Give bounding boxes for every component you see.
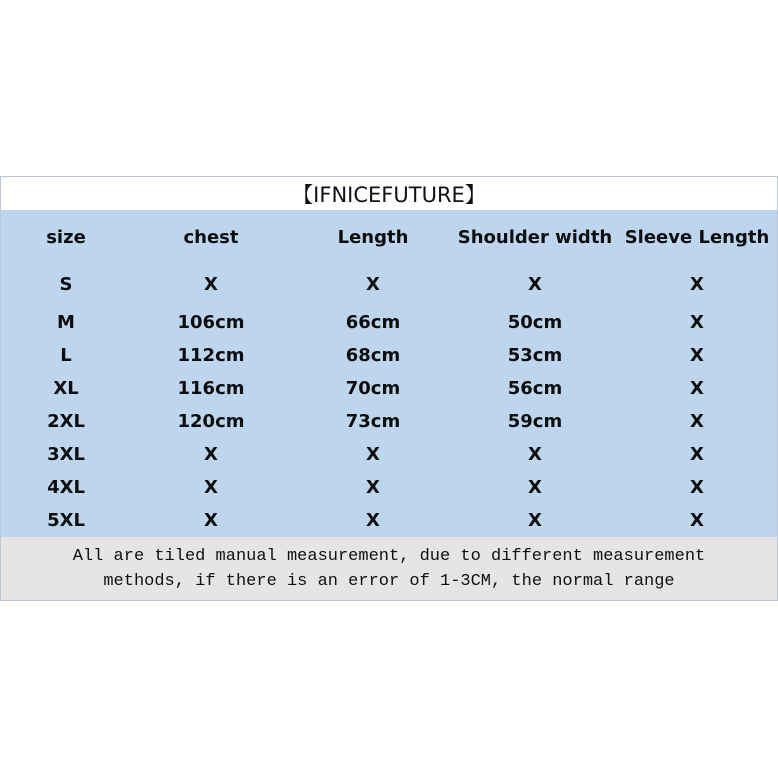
note-line-2: methods, if there is an error of 1-3CM, the normal range [103,571,675,591]
size-cell: L [60,344,72,366]
chart-title: 【IFNICEFUTURE】 [1,177,777,210]
shoulder-cell: X [528,273,542,295]
sleeve-cell: X [690,377,704,399]
header-chest: chest [183,226,239,248]
size-cell: 5XL [47,509,85,531]
chest-cell: X [204,273,218,295]
shoulder-cell: 50cm [507,311,563,333]
shoulder-cell: 59cm [507,410,563,432]
chest-cell: 120cm [177,410,245,432]
size-cell: M [57,311,75,333]
shoulder-cell: X [528,476,542,498]
table-row [1,472,777,502]
length-cell: 70cm [345,377,401,399]
header-sleeve-length: Sleeve Length [624,226,770,248]
length-cell: X [366,443,380,465]
size-cell: 4XL [47,476,85,498]
table-row [1,340,777,370]
length-cell: X [366,509,380,531]
shoulder-cell: X [528,509,542,531]
sleeve-cell: X [690,476,704,498]
sleeve-cell: X [690,344,704,366]
header-shoulder-width: Shoulder width [457,226,613,248]
header-row [1,222,777,252]
size-cell: 2XL [47,410,85,432]
shoulder-cell: 53cm [507,344,563,366]
chest-cell: X [204,476,218,498]
sleeve-cell: X [690,311,704,333]
sleeve-cell: X [690,443,704,465]
length-cell: 73cm [345,410,401,432]
shoulder-cell: X [528,443,542,465]
table-row [1,406,777,436]
table-row [1,439,777,469]
table-row [1,505,777,535]
chest-cell: 112cm [177,344,245,366]
chest-cell: X [204,509,218,531]
table-row [1,307,777,337]
length-cell: X [366,476,380,498]
chest-cell: X [204,443,218,465]
sleeve-cell: X [690,273,704,295]
size-cell: 3XL [47,443,85,465]
header-length: Length [337,226,409,248]
size-cell: S [59,273,73,295]
size-chart [0,176,778,601]
length-cell: X [366,273,380,295]
length-cell: 66cm [345,311,401,333]
shoulder-cell: 56cm [507,377,563,399]
size-table [1,210,777,537]
header-size: size [46,226,86,248]
table-row [1,269,777,299]
chest-cell: 116cm [177,377,245,399]
note-line-1: All are tiled manual measurement, due to different measurement [72,546,706,566]
chest-cell: 106cm [177,311,245,333]
table-row [1,373,777,403]
sleeve-cell: X [690,509,704,531]
size-cell: XL [53,377,79,399]
sleeve-cell: X [690,410,704,432]
measurement-note [1,537,777,600]
length-cell: 68cm [345,344,401,366]
